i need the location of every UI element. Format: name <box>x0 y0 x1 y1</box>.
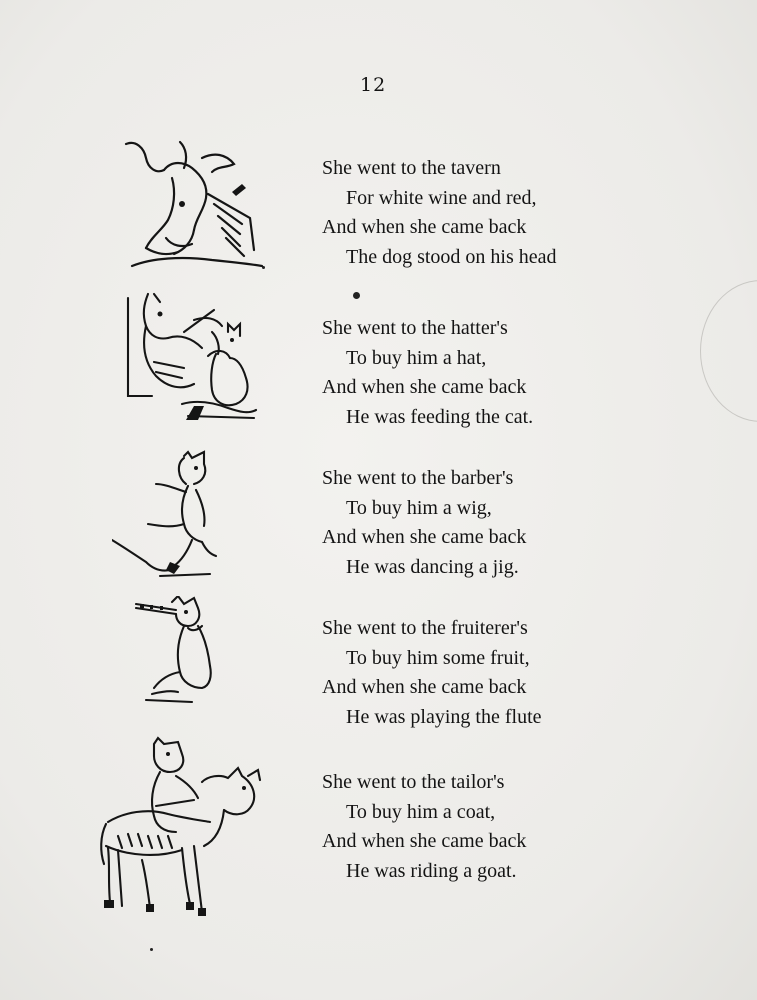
stanza-verse <box>322 154 557 272</box>
dog-riding-goat-illustration <box>98 736 264 918</box>
verse-line: To buy him a coat, <box>346 800 496 823</box>
verse-line: He was dancing a jig. <box>346 555 519 578</box>
dog-feeding-cat-illustration <box>124 292 259 434</box>
verse-line: And when she came back <box>322 676 527 698</box>
stanza <box>0 154 757 294</box>
verse-line: She went to the hatter's <box>322 317 508 339</box>
stanza-verse <box>322 614 542 732</box>
verse-line: And when she came back <box>322 376 527 398</box>
dog-dancing-jig-illustration <box>112 450 222 582</box>
stanza-verse <box>322 768 526 886</box>
verse-line: She went to the barber's <box>322 467 514 489</box>
ink-speck <box>150 948 153 951</box>
verse-line: And when she came back <box>322 526 527 548</box>
stanza-verse <box>322 464 526 582</box>
verse-line: To buy him some fruit, <box>346 646 530 669</box>
stanza <box>0 464 757 604</box>
dog-standing-on-head-illustration <box>122 138 267 274</box>
verse-line: To buy him a hat, <box>346 346 487 369</box>
stanza <box>0 768 757 908</box>
verse-line: He was feeding the cat. <box>346 405 534 428</box>
verse-line: She went to the fruiterer's <box>322 617 528 639</box>
dog-playing-flute-illustration <box>132 596 214 722</box>
verse-line: She went to the tavern <box>322 157 501 179</box>
verse-line: To buy him a wig, <box>346 496 492 519</box>
verse-line: He was riding a goat. <box>346 859 517 882</box>
page-number: 12 <box>360 74 387 96</box>
verse-line: She went to the tailor's <box>322 771 505 793</box>
stanza-verse <box>322 314 533 432</box>
verse-line: And when she came back <box>322 830 527 852</box>
verse-line: The dog stood on his head <box>346 245 557 268</box>
verse-line: He was playing the flute <box>346 705 542 728</box>
stanza <box>0 314 757 454</box>
stanza <box>0 614 757 754</box>
verse-line: For white wine and red, <box>346 186 537 209</box>
verse-line: And when she came back <box>322 216 527 238</box>
